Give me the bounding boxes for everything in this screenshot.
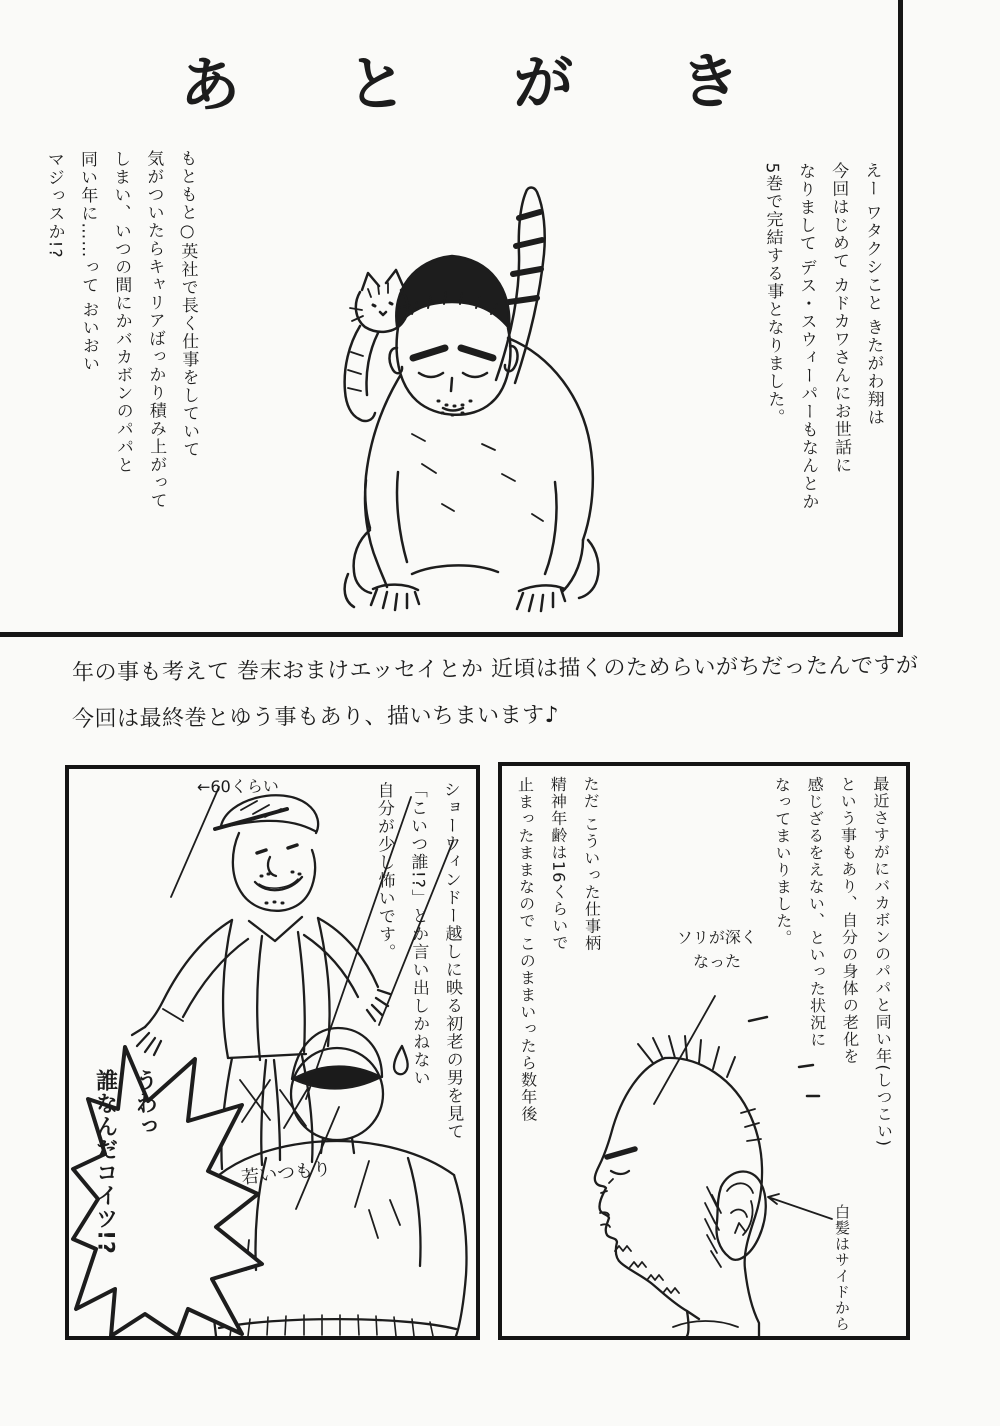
caption-column: なってまいりました。 (772, 776, 793, 947)
right-panel-caption-left (508, 775, 611, 1236)
caption-column: 精神年齢は16くらいで (548, 775, 570, 952)
annotation-line: なった (693, 951, 742, 972)
caption-column: マジっスか!? (43, 150, 66, 259)
caption-column: なりまして デス・スウィーパーもなんとか (795, 162, 820, 511)
caption-column: 今回はじめて カドカワさんにお世話に (828, 161, 852, 475)
caption-column: えー ワタクシこと きたがわ翔は (861, 161, 885, 427)
caption-column: ショーウィンドー越しに映る初老の男を見て (439, 780, 464, 1141)
middle-note-line2: 今回は最終巻とゆう事もあり、描いちまいます♪ (71, 702, 560, 733)
middle-note-line1: 年の事も考えて 巻末おまけエッセイとか 近頃は描くのためらいがちだったんですが (71, 653, 919, 686)
caption-column: という事もあり、自分の身体の老化を (837, 775, 860, 1065)
caption-column: 自分が少し怖いです。 (373, 781, 395, 962)
caption-column: 5巻で完結する事となりました。 (762, 162, 785, 427)
caption-column: 同い年に……って おいおい (77, 150, 100, 373)
crouching-man-with-cat-drawing (300, 142, 630, 634)
caption-column: 止まったままなので このままいったら数年後 (515, 776, 539, 1123)
age-annotation: ←60くらい (196, 776, 279, 797)
page-title (180, 34, 741, 124)
jacket-back-text: 若いつもり (240, 1158, 333, 1189)
caption-column: 「こいつ誰!?」とか言い出しかねない (406, 780, 430, 1087)
left-comic-panel (65, 765, 480, 1340)
caption-column: 気がついたらキャリアばっかり積み上がって (143, 149, 168, 510)
caption-column: 最近さすがにバカボンのパパと同い年(しつこい) (870, 775, 894, 1148)
left-panel-caption (366, 780, 471, 1286)
white-hair-annotation (830, 1204, 854, 1340)
annotation-line: 白髪はサイドから (833, 1204, 851, 1332)
shout-burst-text (85, 1069, 164, 1331)
hairline-annotation (642, 925, 792, 975)
annotation-line: ソリが深く (676, 927, 757, 948)
top-right-caption (755, 161, 892, 612)
caption-column: 感じざるをえない、といった状況に (804, 776, 827, 1049)
top-left-caption (37, 149, 208, 626)
title-char: と (346, 49, 407, 120)
right-panel-caption-right (764, 775, 900, 1256)
title-char: き (679, 47, 741, 118)
title-char: が (513, 48, 574, 119)
caption-column: ただ こういった仕事柄 (580, 775, 602, 952)
caption-column: もともと○英社で長く仕事をしていて (176, 149, 200, 459)
right-comic-panel (498, 762, 910, 1340)
burst-column: 誰なんだコイツ!? (92, 1069, 118, 1255)
burst-column: うわっ (132, 1069, 158, 1138)
title-char: あ (179, 50, 241, 121)
caption-column: しまい、いつの間にかバカボンのパパと (110, 149, 134, 475)
